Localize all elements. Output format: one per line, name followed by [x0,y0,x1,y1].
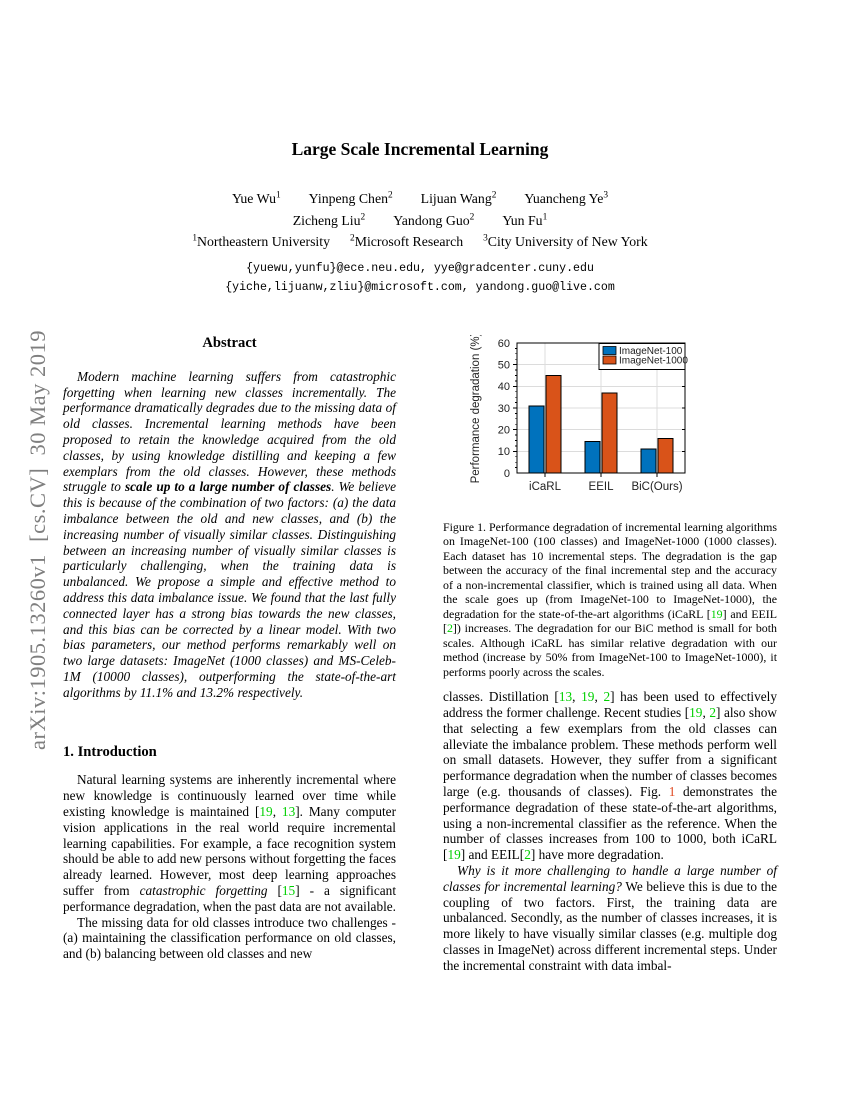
citation-link[interactable]: 19 [581,689,595,705]
figure1-caption [443,520,777,680]
x-category-label: EEIL [588,481,614,493]
affiliations-line [63,231,777,253]
text-run: We believe this is due to the coupling of two factors. First, the training data are unbalanced. Secondly, as the number of classes increases, it is more likely to have visually similar classes (e.g. multiple dog classes in ImageNet) across different incremental steps. Under the incremental constraint with data imbal- [443,878,777,973]
author-superscript: 2 [387,190,393,201]
citation-link[interactable]: 15 [281,882,296,898]
text-run: , [702,705,710,721]
author: Yandong Guo$^2$ [393,211,475,228]
author-row-1 [63,188,777,210]
email-line-2: {yiche,lijuanw,zliu}@microsoft.com, yandong.guo@live.com [225,281,615,294]
author-superscript: 3 [603,190,609,201]
text-run: [ [267,882,282,898]
intro-paragraph-2 [63,915,396,962]
bar-ImageNet-100-iCaRL [529,406,544,473]
legend-swatch-ImageNet-1000 [603,356,616,364]
paper-title: Large Scale Incremental Learning [291,139,549,159]
text-run: The missing data for old classes introduce two challenges - (a) maintaining the classification performance on old classes, and (b) balancing between old classes and new [63,914,396,962]
x-category-label: iCaRL [529,481,561,493]
author: Yuancheng Ye$^3$ [524,190,609,206]
y-tick-label: 30 [497,402,510,415]
affiliation: $^1$Northeastern University [192,233,330,249]
author-superscript: 1 [542,211,548,222]
affiliation: $^3$City University of New York [483,233,648,249]
bar-ImageNet-1000-EEIL [602,393,617,473]
text-run: ]) increases. The degradation for our BiC method is small for both scales. Although iCaRL has similar relative degradation with our method (increase by 50% from ImageNet-100 to ImageNet-1000), it performs poorly across the scales. [443,621,777,679]
text-run: ] and EEIL [ [443,606,777,636]
citation-link[interactable]: 13 [558,689,573,705]
author: Yue Wu$^1$ [231,190,281,206]
text-run: classes. Distillation [ [443,689,559,705]
affiliation-superscript: 2 [350,233,355,244]
author-superscript: 2 [360,211,366,222]
affiliation-superscript: 3 [483,233,488,244]
abstract-heading: Abstract [202,335,257,351]
text-run: Figure 1. Performance degradation of incremental learning algorithms on ImageNet-100 (100 classes) and ImageNet-1000 (1000 classes). Each dataset has 10 incremental steps. The degradation is the gap between the accuracy of the final incremental step and the accuracy of a non-incremental classifier, which is trained using all data. When the scale goes up (from ImageNet-100 to ImageNet-1000), the degradation for the state-of-the-art algorithms (iCaRL [ [443,519,777,621]
text-run: , [594,689,604,705]
citation-link[interactable]: 2 [524,847,531,863]
body-paragraph-2 [443,863,777,974]
citation-link[interactable]: 2 [446,621,453,636]
text-run: Modern machine learning suffers from catastrophic forgetting when learning new classes incrementally. The performance dramatically degrades due to the missing data of old classes. Incremental learning methods have been proposed to retain the knowledge acquired from the old classes, by using knowledge distilling and keeping a few exemplars from the old classes. However, these methods struggle to [63,368,396,495]
bar-ImageNet-100-EEIL [585,442,600,473]
text-run: ]. Many computer vision applications in the real world require incremental learning capabilities. For example, a face recognition system should be able to add new persons without forgetting the faces already learned. However, most deep learning approaches suffer from [63,803,396,898]
citation-link[interactable]: 2 [709,705,716,721]
email-line-1: {yuewu,yunfu}@ece.neu.edu, yye@gradcenter.cuny.edu [246,261,594,275]
figure1-bar-chart [467,335,779,511]
author: Lijuan Wang$^2$ [420,190,497,206]
body-paragraph-1 [443,689,777,863]
citation-link[interactable]: 19 [447,847,461,863]
bar-ImageNet-100-BiC(Ours) [641,449,656,473]
x-category-label: BiC(Ours) [631,481,683,493]
text-run: ] also show that selecting a few exemplars from the old classes can alleviate the imbalance problem. These methods perform well on small datasets. However, they suffer from a significant performance degradation when the number of classes becomes large (e.g. thousands of classes). Fig. [443,705,777,800]
introduction-heading: 1. Introduction [63,743,157,760]
text-run: . We believe this is because of the combination of two factors: (a) the data imbalance between the old and new classes, and (b) the increasing number of visually similar classes. Distinguishing between an increasing number of visually similar classes is particularly challenging, when the training data is unbalanced. We propose a simple and effective method to address this data imbalance issue. We found that the last fully connected layer has a strong bias towards the new classes, and this bias can be corrected by a linear model. With two bias parameters, our method performs remarkably well on two large datasets: ImageNet (1000 classes) and MS-Celeb-1M (10000 classes), outperforming the state-of-the-art algorithms by 11.1% and 13.2% respectively. [63,479,396,700]
emails-block [63,259,777,298]
paper-header [63,139,777,298]
text-run: catastrophic forgetting [139,882,268,898]
affiliation-superscript: 1 [192,233,198,244]
bar-ImageNet-1000-BiC(Ours) [658,438,673,473]
y-tick-label: 60 [497,337,510,350]
chart-svg [467,335,779,507]
y-tick-label: 0 [503,467,510,480]
text-run: , [272,803,282,819]
author: Zicheng Liu$^2$ [292,211,366,228]
citation-link[interactable]: 19 [259,803,273,819]
abstract-paragraph [63,369,396,701]
bar-ImageNet-1000-iCaRL [546,376,561,474]
text-run: Natural learning systems are inherently incremental where new knowledge is continuously learned over time while existing knowledge is maintained [ [63,772,396,819]
legend-swatch-ImageNet-100 [603,347,616,355]
y-tick-label: 10 [497,446,510,459]
right-column [443,335,777,974]
author: Yun Fu$^1$ [502,211,548,228]
author-superscript: 2 [491,190,497,201]
author-superscript: 2 [469,211,475,222]
author-row-2 [63,210,777,232]
y-tick-label: 20 [497,424,510,437]
text-run: , [572,689,582,705]
y-tick-label: 50 [497,359,510,372]
citation-link[interactable]: 19 [689,705,703,721]
intro-paragraph-1 [63,772,396,914]
y-tick-label: 40 [497,381,510,394]
text-run: ] and EEIL[ [460,847,525,863]
figure-ref-link[interactable]: 1 [668,784,676,800]
left-column [63,336,396,962]
y-axis-label: Performance degradation (%) [470,335,482,484]
author: Yinpeng Chen$^2$ [308,190,393,206]
citation-link[interactable]: 13 [281,803,296,819]
text-run: ] - a significant performance degradation, when the past data are not available. [63,882,397,914]
text-run: ] have more degradation. [530,847,664,863]
text-run: demonstrates the performance degradation of these state-of-the-art algorithms, using a non-incremental classifier as the reference. When the number of classes increases from 100 to 1000, both iCaRL [ [443,784,777,863]
arxiv-watermark: arXiv:1905.13260v1 [cs.CV] 30 May 2019 [25,330,50,750]
citation-link[interactable]: 19 [710,606,723,621]
text-run: ] has been used to effectively address the former challenge. Recent studies [ [443,689,777,721]
figure-1 [467,335,779,511]
legend-label-ImageNet-100: ImageNet-100 [619,346,683,357]
legend-label-ImageNet-1000: ImageNet-1000 [619,355,688,367]
text-run: Why is it more challenging to handle a large number of classes for incremental learning? [443,863,777,894]
citation-link[interactable]: 2 [603,689,611,705]
affiliation: $^2$Microsoft Research [350,233,464,249]
text-run: scale up to a large number of classes [124,479,332,495]
author-superscript: 1 [275,190,281,201]
